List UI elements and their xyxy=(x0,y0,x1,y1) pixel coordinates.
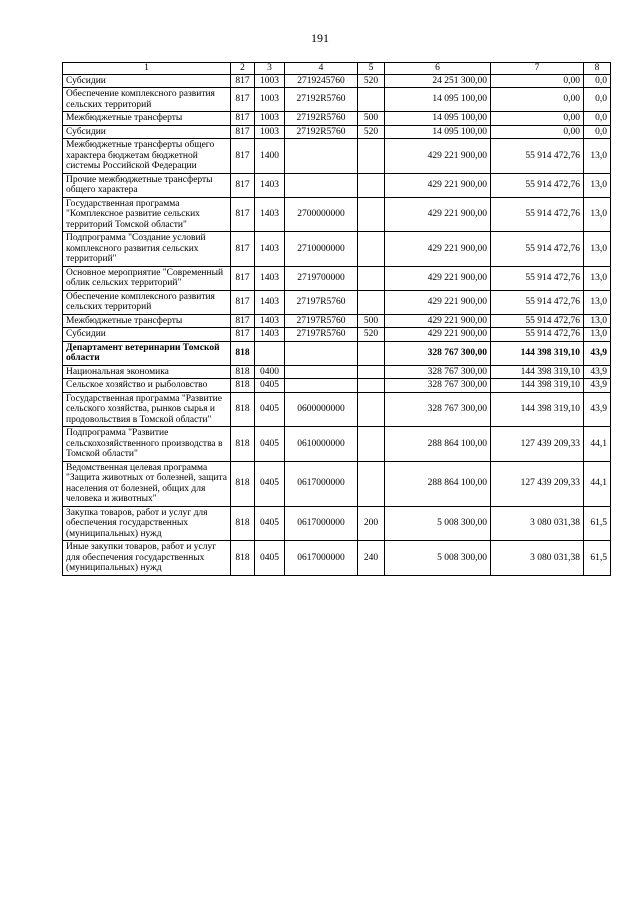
column-header: 1 xyxy=(63,63,231,75)
table-row xyxy=(63,197,611,232)
table-row xyxy=(63,341,611,365)
planned-amount-cell: 328 767 300,00 xyxy=(385,392,491,427)
row-name-cell: Субсидии xyxy=(63,125,231,139)
target-article-cell: 27192R5760 xyxy=(285,125,358,139)
table-row xyxy=(63,139,611,174)
table-row xyxy=(63,112,611,126)
expense-type-cell: 500 xyxy=(358,112,385,126)
target-article-cell: 27197R5760 xyxy=(285,314,358,328)
target-article-cell xyxy=(285,341,358,365)
planned-amount-cell: 429 221 900,00 xyxy=(385,139,491,174)
executed-amount-cell: 0,00 xyxy=(491,112,584,126)
execution-percent-cell: 61,5 xyxy=(584,541,611,576)
row-name-cell: Межбюджетные трансферты общего характера бюджетам бюджетной системы Российской Федерации xyxy=(63,139,231,174)
executed-amount-cell: 127 439 209,33 xyxy=(491,461,584,506)
row-name-cell: Подпрограмма "Создание условий комплексного развития сельских территорий" xyxy=(63,232,231,267)
planned-amount-cell: 429 221 900,00 xyxy=(385,266,491,290)
execution-percent-cell: 43,9 xyxy=(584,341,611,365)
execution-percent-cell: 13,0 xyxy=(584,197,611,232)
admin-code-cell: 817 xyxy=(231,328,255,342)
row-name-cell: Межбюджетные трансферты xyxy=(63,314,231,328)
row-name-cell: Сельское хозяйство и рыболовство xyxy=(63,379,231,393)
executed-amount-cell: 55 914 472,76 xyxy=(491,290,584,314)
row-name-cell: Субсидии xyxy=(63,74,231,88)
admin-code-cell: 817 xyxy=(231,197,255,232)
section-code-cell: 0405 xyxy=(255,427,285,462)
row-name-cell: Ведомственная целевая программа "Защита животных от болезней, защита населения от болезней, общих для человека и животных" xyxy=(63,461,231,506)
expense-type-cell: 520 xyxy=(358,125,385,139)
section-code-cell: 1403 xyxy=(255,314,285,328)
expense-type-cell xyxy=(358,197,385,232)
column-header: 3 xyxy=(255,63,285,75)
planned-amount-cell: 288 864 100,00 xyxy=(385,461,491,506)
admin-code-cell: 818 xyxy=(231,506,255,541)
target-article-cell: 2710000000 xyxy=(285,232,358,267)
admin-code-cell: 817 xyxy=(231,74,255,88)
section-code-cell: 0400 xyxy=(255,365,285,379)
target-article-cell xyxy=(285,365,358,379)
expense-type-cell xyxy=(358,461,385,506)
row-name-cell: Департамент ветеринарии Томской области xyxy=(63,341,231,365)
executed-amount-cell: 3 080 031,38 xyxy=(491,506,584,541)
section-code-cell: 0405 xyxy=(255,461,285,506)
target-article-cell xyxy=(285,173,358,197)
table-row xyxy=(63,173,611,197)
planned-amount-cell: 328 767 300,00 xyxy=(385,341,491,365)
expense-type-cell xyxy=(358,88,385,112)
planned-amount-cell: 328 767 300,00 xyxy=(385,365,491,379)
executed-amount-cell: 127 439 209,33 xyxy=(491,427,584,462)
admin-code-cell: 817 xyxy=(231,88,255,112)
row-name-cell: Национальная экономика xyxy=(63,365,231,379)
section-code-cell: 0405 xyxy=(255,541,285,576)
admin-code-cell: 817 xyxy=(231,173,255,197)
table-row xyxy=(63,74,611,88)
admin-code-cell: 817 xyxy=(231,139,255,174)
executed-amount-cell: 55 914 472,76 xyxy=(491,314,584,328)
target-article-cell: 0617000000 xyxy=(285,461,358,506)
planned-amount-cell: 14 095 100,00 xyxy=(385,112,491,126)
executed-amount-cell: 0,00 xyxy=(491,88,584,112)
planned-amount-cell: 429 221 900,00 xyxy=(385,290,491,314)
target-article-cell: 27192R5760 xyxy=(285,112,358,126)
column-header: 4 xyxy=(285,63,358,75)
expense-type-cell xyxy=(358,341,385,365)
execution-percent-cell: 0,0 xyxy=(584,74,611,88)
row-name-cell: Государственная программа "Комплексное развитие сельских территорий Томской области" xyxy=(63,197,231,232)
table-row xyxy=(63,125,611,139)
header-row xyxy=(63,63,611,75)
table-row xyxy=(63,314,611,328)
execution-percent-cell: 13,0 xyxy=(584,328,611,342)
expense-type-cell xyxy=(358,365,385,379)
column-header: 5 xyxy=(358,63,385,75)
execution-percent-cell: 13,0 xyxy=(584,290,611,314)
admin-code-cell: 817 xyxy=(231,125,255,139)
page-number: 191 xyxy=(311,31,329,45)
planned-amount-cell: 429 221 900,00 xyxy=(385,232,491,267)
expense-type-cell xyxy=(358,173,385,197)
table-row xyxy=(63,290,611,314)
target-article-cell xyxy=(285,139,358,174)
planned-amount-cell: 5 008 300,00 xyxy=(385,506,491,541)
executed-amount-cell: 0,00 xyxy=(491,125,584,139)
planned-amount-cell: 14 095 100,00 xyxy=(385,125,491,139)
planned-amount-cell: 14 095 100,00 xyxy=(385,88,491,112)
table-row xyxy=(63,506,611,541)
target-article-cell: 0600000000 xyxy=(285,392,358,427)
admin-code-cell: 817 xyxy=(231,232,255,267)
table-row xyxy=(63,266,611,290)
expense-type-cell: 520 xyxy=(358,328,385,342)
executed-amount-cell: 3 080 031,38 xyxy=(491,541,584,576)
executed-amount-cell: 55 914 472,76 xyxy=(491,328,584,342)
admin-code-cell: 817 xyxy=(231,266,255,290)
admin-code-cell: 818 xyxy=(231,365,255,379)
table-row xyxy=(63,379,611,393)
executed-amount-cell: 55 914 472,76 xyxy=(491,139,584,174)
expense-type-cell xyxy=(358,266,385,290)
section-code-cell: 1403 xyxy=(255,197,285,232)
planned-amount-cell: 5 008 300,00 xyxy=(385,541,491,576)
executed-amount-cell: 144 398 319,10 xyxy=(491,379,584,393)
execution-percent-cell: 13,0 xyxy=(584,314,611,328)
column-header: 7 xyxy=(491,63,584,75)
target-article-cell: 0610000000 xyxy=(285,427,358,462)
expense-type-cell xyxy=(358,232,385,267)
table-row xyxy=(63,88,611,112)
executed-amount-cell: 55 914 472,76 xyxy=(491,173,584,197)
row-name-cell: Подпрограмма "Развитие сельскохозяйственного производства в Томской области" xyxy=(63,427,231,462)
expense-type-cell xyxy=(358,427,385,462)
execution-percent-cell: 43,9 xyxy=(584,379,611,393)
target-article-cell xyxy=(285,379,358,393)
row-name-cell: Прочие межбюджетные трансферты общего характера xyxy=(63,173,231,197)
admin-code-cell: 818 xyxy=(231,341,255,365)
planned-amount-cell: 429 221 900,00 xyxy=(385,328,491,342)
target-article-cell: 0617000000 xyxy=(285,541,358,576)
executed-amount-cell: 55 914 472,76 xyxy=(491,197,584,232)
planned-amount-cell: 429 221 900,00 xyxy=(385,314,491,328)
column-header: 8 xyxy=(584,63,611,75)
expense-type-cell xyxy=(358,379,385,393)
row-name-cell: Межбюджетные трансферты xyxy=(63,112,231,126)
target-article-cell: 2719700000 xyxy=(285,266,358,290)
section-code-cell: 1403 xyxy=(255,232,285,267)
execution-percent-cell: 44,1 xyxy=(584,427,611,462)
section-code-cell: 1403 xyxy=(255,328,285,342)
target-article-cell: 27197R5760 xyxy=(285,328,358,342)
budget-table xyxy=(62,62,611,576)
execution-percent-cell: 0,0 xyxy=(584,112,611,126)
row-name-cell: Обеспечение комплексного развития сельских территорий xyxy=(63,88,231,112)
section-code-cell: 1403 xyxy=(255,266,285,290)
section-code-cell: 1403 xyxy=(255,173,285,197)
row-name-cell: Закупка товаров, работ и услуг для обеспечения государственных (муниципальных) нужд xyxy=(63,506,231,541)
execution-percent-cell: 0,0 xyxy=(584,88,611,112)
expense-type-cell: 520 xyxy=(358,74,385,88)
table-row xyxy=(63,392,611,427)
execution-percent-cell: 43,9 xyxy=(584,392,611,427)
planned-amount-cell: 24 251 300,00 xyxy=(385,74,491,88)
section-code-cell: 1403 xyxy=(255,290,285,314)
table-row xyxy=(63,461,611,506)
admin-code-cell: 817 xyxy=(231,290,255,314)
section-code-cell xyxy=(255,341,285,365)
executed-amount-cell: 0,00 xyxy=(491,74,584,88)
expense-type-cell: 240 xyxy=(358,541,385,576)
planned-amount-cell: 288 864 100,00 xyxy=(385,427,491,462)
execution-percent-cell: 13,0 xyxy=(584,139,611,174)
admin-code-cell: 817 xyxy=(231,314,255,328)
planned-amount-cell: 328 767 300,00 xyxy=(385,379,491,393)
execution-percent-cell: 13,0 xyxy=(584,266,611,290)
planned-amount-cell: 429 221 900,00 xyxy=(385,173,491,197)
section-code-cell: 1003 xyxy=(255,88,285,112)
expense-type-cell xyxy=(358,290,385,314)
row-name-cell: Обеспечение комплексного развития сельских территорий xyxy=(63,290,231,314)
target-article-cell: 2719245760 xyxy=(285,74,358,88)
section-code-cell: 0405 xyxy=(255,379,285,393)
target-article-cell: 2700000000 xyxy=(285,197,358,232)
executed-amount-cell: 55 914 472,76 xyxy=(491,266,584,290)
section-code-cell: 1003 xyxy=(255,125,285,139)
table-row xyxy=(63,232,611,267)
planned-amount-cell: 429 221 900,00 xyxy=(385,197,491,232)
execution-percent-cell: 13,0 xyxy=(584,232,611,267)
column-header: 2 xyxy=(231,63,255,75)
section-code-cell: 0405 xyxy=(255,506,285,541)
row-name-cell: Государственная программа "Развитие сельского хозяйства, рынков сырья и продовольствия в Томской области" xyxy=(63,392,231,427)
expense-type-cell xyxy=(358,392,385,427)
row-name-cell: Иные закупки товаров, работ и услуг для обеспечения государственных (муниципальных) нужд xyxy=(63,541,231,576)
column-header: 6 xyxy=(385,63,491,75)
expense-type-cell: 200 xyxy=(358,506,385,541)
execution-percent-cell: 0,0 xyxy=(584,125,611,139)
table-row xyxy=(63,427,611,462)
executed-amount-cell: 144 398 319,10 xyxy=(491,392,584,427)
expense-type-cell xyxy=(358,139,385,174)
table-row xyxy=(63,328,611,342)
target-article-cell: 0617000000 xyxy=(285,506,358,541)
row-name-cell: Основное мероприятие "Современный облик сельских территорий" xyxy=(63,266,231,290)
table-row xyxy=(63,365,611,379)
admin-code-cell: 818 xyxy=(231,427,255,462)
admin-code-cell: 818 xyxy=(231,461,255,506)
admin-code-cell: 818 xyxy=(231,392,255,427)
admin-code-cell: 818 xyxy=(231,379,255,393)
section-code-cell: 1003 xyxy=(255,74,285,88)
target-article-cell: 27192R5760 xyxy=(285,88,358,112)
target-article-cell: 27197R5760 xyxy=(285,290,358,314)
execution-percent-cell: 44,1 xyxy=(584,461,611,506)
section-code-cell: 0405 xyxy=(255,392,285,427)
section-code-cell: 1400 xyxy=(255,139,285,174)
executed-amount-cell: 144 398 319,10 xyxy=(491,365,584,379)
executed-amount-cell: 55 914 472,76 xyxy=(491,232,584,267)
row-name-cell: Субсидии xyxy=(63,328,231,342)
execution-percent-cell: 43,9 xyxy=(584,365,611,379)
admin-code-cell: 817 xyxy=(231,112,255,126)
expense-type-cell: 500 xyxy=(358,314,385,328)
section-code-cell: 1003 xyxy=(255,112,285,126)
table-row xyxy=(63,541,611,576)
executed-amount-cell: 144 398 319,10 xyxy=(491,341,584,365)
execution-percent-cell: 61,5 xyxy=(584,506,611,541)
execution-percent-cell: 13,0 xyxy=(584,173,611,197)
admin-code-cell: 818 xyxy=(231,541,255,576)
